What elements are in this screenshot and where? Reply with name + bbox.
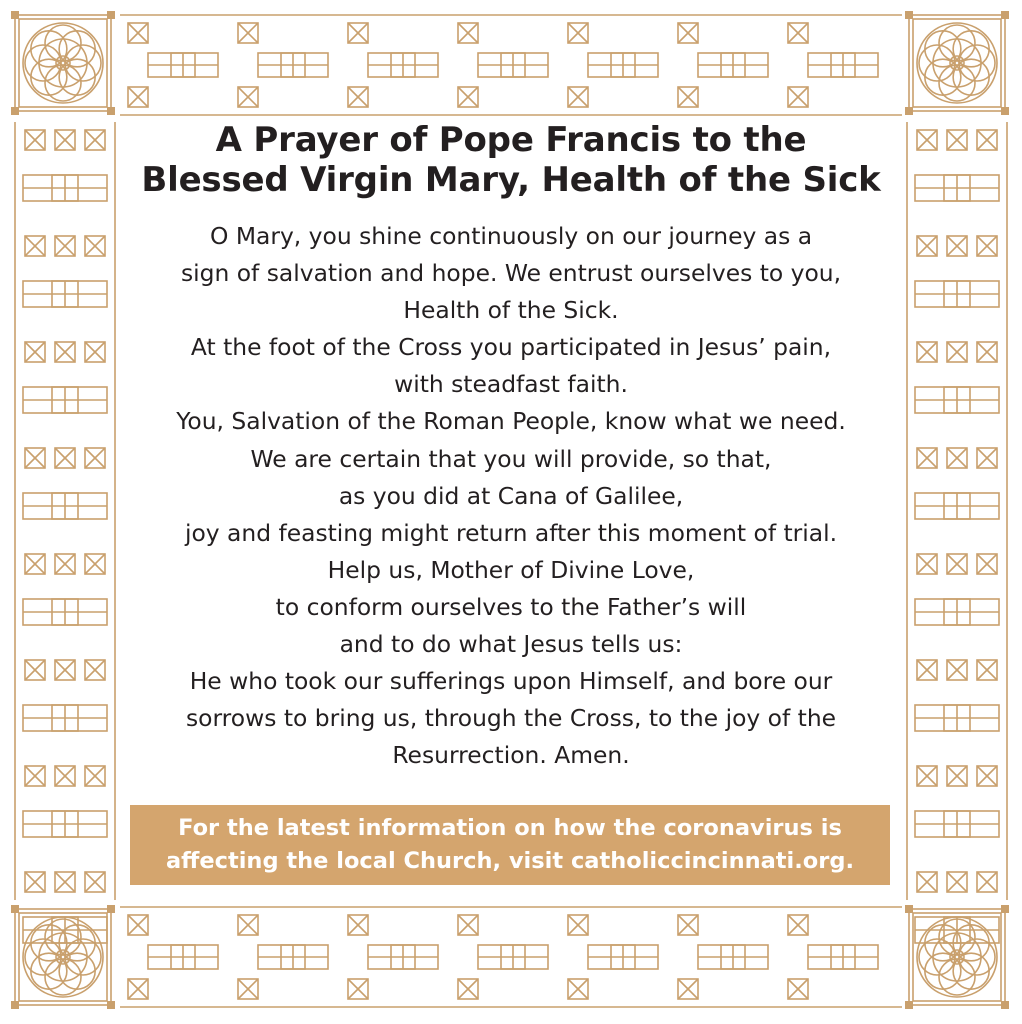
x-box-ornament <box>238 23 258 43</box>
x-box-ornament <box>678 915 698 935</box>
title-line: Blessed Virgin Mary, Health of the Sick <box>141 160 881 200</box>
x-box-ornament <box>458 915 478 935</box>
prayer-text <box>125 218 897 774</box>
cross-ornament <box>478 945 548 969</box>
rosette-ornament-bottom-left <box>11 905 115 1009</box>
cross-ornament <box>23 175 107 201</box>
cross-ornament <box>808 945 878 969</box>
cross-ornament <box>148 945 218 969</box>
x-box-ornament <box>947 342 967 362</box>
x-box-ornament <box>568 87 588 107</box>
x-box-ornament <box>678 23 698 43</box>
x-box-ornament <box>55 660 75 680</box>
x-box-ornament <box>85 554 105 574</box>
x-box-ornament <box>947 660 967 680</box>
cross-ornament <box>915 493 999 519</box>
rosette-ornament-top-right <box>905 11 1009 115</box>
cross-ornament <box>478 53 548 77</box>
rosette-ornament-top-left <box>11 11 115 115</box>
cross-ornament <box>588 53 658 77</box>
x-box-ornament <box>238 915 258 935</box>
prayer-line: to conform ourselves to the Father’s will <box>275 592 747 621</box>
x-box-ornament <box>947 872 967 892</box>
banner-line: For the latest information on how the coronavirus is <box>178 815 842 841</box>
x-box-ornament <box>25 554 45 574</box>
cross-ornament <box>23 493 107 519</box>
prayer-line: We are certain that you will provide, so that, <box>250 444 772 473</box>
x-box-ornament <box>55 130 75 150</box>
x-box-ornament <box>977 236 997 256</box>
x-box-ornament <box>55 766 75 786</box>
prayer-line: as you did at Cana of Galilee, <box>338 481 684 510</box>
x-box-ornament <box>947 130 967 150</box>
cross-ornament <box>23 705 107 731</box>
x-box-ornament <box>85 660 105 680</box>
banner-line: affecting the local Church, visit catholiccincinnati.org. <box>165 848 855 874</box>
x-box-ornament <box>458 23 478 43</box>
x-box-ornament <box>55 236 75 256</box>
x-box-ornament <box>85 872 105 892</box>
x-box-ornament <box>788 979 808 999</box>
x-box-ornament <box>348 979 368 999</box>
page-title <box>125 120 897 200</box>
x-box-ornament <box>25 130 45 150</box>
info-banner <box>130 805 890 885</box>
x-box-ornament <box>55 448 75 468</box>
x-box-ornament <box>917 554 937 574</box>
x-box-ornament <box>348 23 368 43</box>
x-box-ornament <box>917 448 937 468</box>
cross-ornament <box>368 53 438 77</box>
cross-ornament <box>915 175 999 201</box>
x-box-ornament <box>55 872 75 892</box>
cross-ornament <box>588 945 658 969</box>
x-box-ornament <box>25 236 45 256</box>
x-box-ornament <box>568 979 588 999</box>
x-box-ornament <box>568 23 588 43</box>
x-box-ornament <box>977 872 997 892</box>
x-box-ornament <box>568 915 588 935</box>
cross-ornament <box>808 53 878 77</box>
title-line: A Prayer of Pope Francis to the <box>215 120 807 160</box>
x-box-ornament <box>977 554 997 574</box>
x-box-ornament <box>128 979 148 999</box>
x-box-ornament <box>238 979 258 999</box>
x-box-ornament <box>128 915 148 935</box>
x-box-ornament <box>977 660 997 680</box>
x-box-ornament <box>917 660 937 680</box>
cross-ornament <box>148 53 218 77</box>
x-box-ornament <box>678 979 698 999</box>
prayer-line: He who took our sufferings upon Himself, and bore our <box>189 667 833 696</box>
x-box-ornament <box>25 448 45 468</box>
cross-ornament <box>368 945 438 969</box>
cross-ornament <box>23 281 107 307</box>
x-box-ornament <box>977 766 997 786</box>
x-box-ornament <box>917 872 937 892</box>
x-box-ornament <box>947 554 967 574</box>
cross-ornament <box>915 811 999 837</box>
x-box-ornament <box>85 342 105 362</box>
prayer-line: joy and feasting might return after this moment of trial. <box>184 518 838 547</box>
x-box-ornament <box>348 915 368 935</box>
x-box-ornament <box>917 236 937 256</box>
x-box-ornament <box>85 130 105 150</box>
cross-ornament <box>698 53 768 77</box>
x-box-ornament <box>25 342 45 362</box>
x-box-ornament <box>788 915 808 935</box>
cross-ornament <box>258 53 328 77</box>
x-box-ornament <box>25 872 45 892</box>
cross-ornament <box>915 705 999 731</box>
cross-ornament <box>258 945 328 969</box>
x-box-ornament <box>238 87 258 107</box>
prayer-line: sorrows to bring us, through the Cross, to the joy of the <box>185 704 837 733</box>
cross-ornament <box>23 811 107 837</box>
cross-ornament <box>915 599 999 625</box>
prayer-line: You, Salvation of the Roman People, know what we need. <box>176 407 846 436</box>
content-area <box>125 120 897 774</box>
x-box-ornament <box>947 766 967 786</box>
prayer-line: At the foot of the Cross you participated in Jesus’ pain, <box>190 333 832 362</box>
x-box-ornament <box>85 236 105 256</box>
x-box-ornament <box>85 766 105 786</box>
x-box-ornament <box>917 342 937 362</box>
x-box-ornament <box>25 766 45 786</box>
prayer-line: sign of salvation and hope. We entrust ourselves to you, <box>180 259 842 288</box>
cross-ornament <box>698 945 768 969</box>
x-box-ornament <box>977 130 997 150</box>
cross-ornament <box>915 281 999 307</box>
x-box-ornament <box>788 87 808 107</box>
x-box-ornament <box>55 554 75 574</box>
x-box-ornament <box>458 979 478 999</box>
x-box-ornament <box>947 448 967 468</box>
x-box-ornament <box>85 448 105 468</box>
x-box-ornament <box>128 23 148 43</box>
x-box-ornament <box>917 130 937 150</box>
x-box-ornament <box>25 660 45 680</box>
x-box-ornament <box>917 766 937 786</box>
x-box-ornament <box>947 236 967 256</box>
x-box-ornament <box>977 342 997 362</box>
cross-ornament <box>23 387 107 413</box>
x-box-ornament <box>678 87 698 107</box>
x-box-ornament <box>458 87 478 107</box>
prayer-line: and to do what Jesus tells us: <box>339 630 683 659</box>
prayer-line: with steadfast faith. <box>394 370 628 399</box>
x-box-ornament <box>788 23 808 43</box>
x-box-ornament <box>348 87 368 107</box>
prayer-line: Help us, Mother of Divine Love, <box>327 555 695 584</box>
prayer-line: Health of the Sick. <box>403 296 619 325</box>
x-box-ornament <box>128 87 148 107</box>
prayer-line: O Mary, you shine continuously on our journey as a <box>209 222 813 250</box>
prayer-line: Resurrection. Amen. <box>392 741 630 770</box>
x-box-ornament <box>55 342 75 362</box>
x-box-ornament <box>977 448 997 468</box>
cross-ornament <box>915 387 999 413</box>
cross-ornament <box>23 599 107 625</box>
cross-ornament <box>915 917 999 943</box>
